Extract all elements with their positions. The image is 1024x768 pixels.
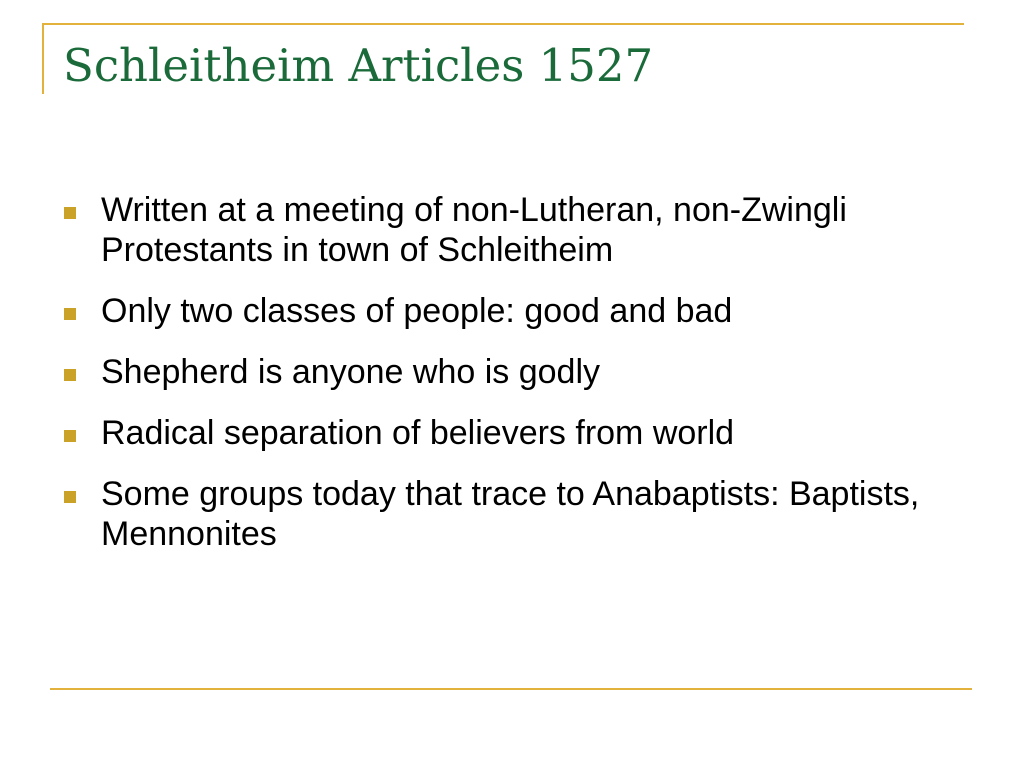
bullet-text: Written at a meeting of non-Lutheran, non-Zwingli Protestants in town of Schleitheim [101,191,847,269]
bullet-text: Some groups today that trace to Anabaptists: Baptists, Mennonites [101,475,920,553]
bullet-text: Shepherd is anyone who is godly [101,353,600,391]
square-bullet-icon [64,308,76,320]
bullet-item [64,190,964,270]
bullet-item [64,474,964,554]
bullet-item [64,291,964,331]
square-bullet-icon [64,491,76,503]
left-accent-rule [42,23,44,94]
square-bullet-icon [64,207,76,219]
bullet-list [64,190,964,575]
bottom-accent-rule [50,688,972,690]
bullet-text: Radical separation of believers from world [101,414,735,452]
top-accent-rule [42,23,964,25]
bullet-item [64,413,964,453]
bullet-item [64,352,964,392]
bullet-text: Only two classes of people: good and bad [101,292,733,330]
square-bullet-icon [64,369,76,381]
slide-title: Schleitheim Articles 1527 [63,39,654,92]
square-bullet-icon [64,430,76,442]
